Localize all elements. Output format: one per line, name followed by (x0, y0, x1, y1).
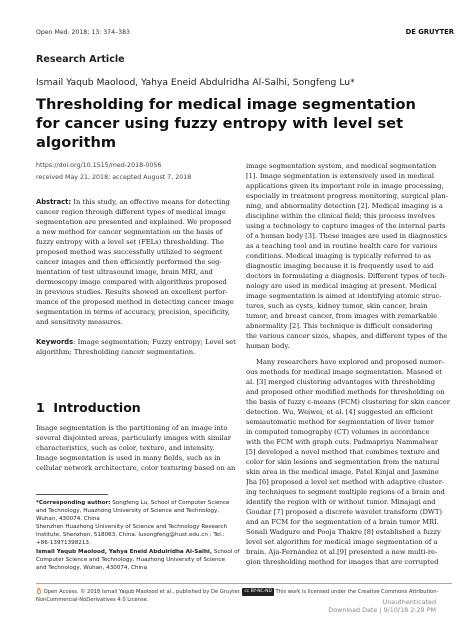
abstract-line: in previous studies. Results showed an excellent perfor- (36, 288, 228, 296)
body-line: Many researchers have explored and proposed numer- (256, 358, 444, 366)
body-line: the various cancer sizes, shapes, and different types of the (246, 332, 448, 340)
title-line: Thresholding for medical image segmentation (36, 96, 416, 113)
body-line: [5] developed a novel method that combines texture and (246, 448, 440, 456)
body-line: image segmentation is aimed at identifying atomic struc- (246, 292, 442, 300)
abstract-line: dermoscopy image compared with algorithms proposed (36, 278, 227, 286)
body-line: [1]. Image segmentation is extensively used in medical (246, 172, 435, 180)
body-line: semiautomatic method for segmentation of liver tumor (246, 418, 434, 426)
body-line: and an FCM for the segmentation of a brain tumor MRI. (246, 518, 439, 526)
body-line: detection. Wu, Weiwei, et al. [4] suggested an efficient (246, 408, 434, 416)
doi-link[interactable]: https://doi.org/10.1515/med-2018-0056 (36, 162, 162, 169)
right-column-body (246, 161, 452, 567)
body-line: brain. Aja-Fernández et al.[9] presented a new multi-re- (246, 548, 438, 556)
keywords-label: Keywords (36, 338, 74, 346)
body-line: Jha [6] proposed a level set method with adaptive cluster- (246, 478, 445, 486)
body-line: as a teaching tool and in routine health care for various (246, 242, 438, 250)
body-line: color for skin lesions and segmentation from the natural (246, 458, 440, 466)
body-line: identify the region with or without tumor. Minajagi and (246, 498, 436, 506)
body-line: especially in treatment progress monitoring, surgical plan- (246, 192, 449, 200)
keywords (36, 337, 238, 357)
section-heading (36, 400, 141, 415)
abstract-line: cancer images and then efficiently performed the seg- (36, 258, 222, 266)
footnote-line: and Technology, Wuhan, 430074, China (36, 564, 148, 571)
body-line: doctors in formulating a diagnosis. Different types of tech- (246, 272, 447, 280)
section-title: Introduction (53, 400, 141, 415)
footnote-line: Wuhan, 430074, China (36, 516, 100, 523)
body-line: applications given its important role in image processing, (246, 182, 444, 190)
footnote-line: *Corresponding author: Songfeng Lu, School of Computer Science (36, 500, 230, 506)
body-line: al. [3] merged clustering advantages with thresholding (246, 378, 436, 386)
author-footnote (36, 499, 241, 572)
cc-license-badge[interactable]: cc BY-NC-ND (244, 589, 272, 594)
author-list: Ismail Yaqub Maolood, Yahya Eneid Abdulridha Al-Salhi, Songfeng Lu* (36, 77, 355, 88)
body-line: diagnostic imaging because it is frequently used to aid (246, 262, 434, 270)
footer-divider (36, 583, 452, 584)
intro-line: Image segmentation is used in many fields, such as in (36, 454, 221, 462)
received-dates: received May 21, 2018; accepted August 7, 2018 (36, 174, 192, 181)
corresponding-author-label: *Corresponding author: (36, 500, 111, 506)
abstract-line: proposed method was successfully utilized to segment (36, 248, 223, 256)
abstract-line: mentation of test ultrasound image, brain MRI, and (36, 268, 213, 276)
body-line: gion thresholding method for images that are corrupted (246, 558, 439, 566)
body-line: conditions. Medical imaging is typically referred to as (246, 252, 431, 260)
footnote-line: Computer Science and Technology, Huazhong University of Science (36, 556, 226, 563)
abstract-label: Abstract: (36, 198, 72, 206)
footnote-divider (36, 494, 108, 495)
license-line: NonCommercial-NoDerivatives 4.0 License. (36, 596, 149, 603)
abstract-line: and sensitivity measures. (36, 318, 123, 326)
keywords-line: algorithm; Thresholding cancer segmentation. (36, 348, 196, 356)
body-line: and proposed other modified methods for thresholding on (246, 388, 445, 396)
intro-line: cellular network architecture, color texturing based on an (36, 464, 236, 472)
publisher-logo: DE GRUYTER (405, 28, 454, 36)
body-line: discipline within the clinical field; this process involves (246, 212, 436, 220)
footnote-line: +86-13971398213. (36, 540, 91, 547)
title-line: for cancer using fuzzy entropy with level set (36, 115, 404, 132)
coauthors-label: Ismail Yaqub Maolood, Yahya Eneid Abdulridha Al-Salhi, (36, 548, 212, 555)
body-line: ing techniques to segment multiple regions of a brain and (246, 488, 445, 496)
introduction-body (36, 423, 238, 473)
body-line: tumor, and breast cancer, from images with remarkable (246, 312, 438, 320)
abstract-line: mance of the proposed method in detecting cancer image (36, 298, 234, 306)
abstract-line: Abstract: In this study, an effective means for detecting (36, 198, 230, 206)
footnote-line: Ismail Yaqub Maolood, Yahya Eneid Abdulridha Al-Salhi, School of (36, 548, 240, 555)
journal-citation: Open Med. 2018; 13: 374–383 (36, 29, 130, 36)
footnote-line: Shenzhen Huazhong University of Science and Technology Research (36, 524, 227, 531)
body-line: abnormality [2]. This technique is difficult considering (246, 322, 433, 330)
body-line: Goudar [7] proposed a discrete wavelet transform (DWT) (246, 508, 442, 516)
section-number: 1 (36, 400, 45, 415)
intro-line: several disjointed areas, particularly images with similar (36, 434, 231, 442)
intro-line: Image segmentation is the partitioning of an image into (36, 424, 228, 432)
body-line: image segmentation system, and medical segmentation (246, 162, 437, 170)
paper-title (36, 95, 456, 152)
body-line: level set algorithm for medical image segmentation of a (246, 538, 438, 546)
license-line: Open Access. © 2018 Ismail Yaqub Maolood et al., published by De Gruyter. cc BY-NC-ND This work is licensed under the Creative Commons Attribution- (36, 588, 456, 597)
body-line: ning, and abnormality detection [2]. Medical imaging is a (246, 202, 443, 210)
body-line: skin area in the medical image. Patel Kinjal and Jasmine (246, 468, 439, 476)
abstract-line: segmentation in terms of accuracy, precision, specificity, (36, 308, 230, 316)
abstract-line: fuzzy entropy with a level set (FELs) thresholding. The (36, 238, 225, 246)
body-line: ous methods for medical image segmentation. Masood et (246, 368, 442, 376)
title-line: algorithm (36, 134, 117, 151)
footnote-line: Institute, Shenzhen, 518063, China. lusongfeng@hust.edu.cn ; Tel.: (36, 532, 225, 539)
watermark-line: Unauthenticated (382, 598, 436, 606)
abstract-line: segmentation are presented and explained. We proposed (36, 218, 232, 226)
abstract (36, 197, 238, 327)
open-access-icon (36, 588, 42, 594)
body-line: nology are used in medical imaging at present. Medical (246, 282, 437, 290)
body-line: tures, such as cysts, kidney tumor, skin cancer, brain (246, 302, 428, 310)
keywords-line: Keywords: Image segmentation; Fuzzy entropy; Level set (36, 338, 236, 346)
body-line: using a technology to capture images of the internal parts (246, 222, 446, 230)
body-line: of a human body [3]. These images are used in diagnostics (246, 232, 448, 240)
abstract-line: a new method for cancer segmentation on the basis of (36, 228, 223, 236)
download-watermark (328, 598, 436, 614)
body-line: human body. (246, 342, 290, 350)
body-line: the basis of fuzzy c-means (FCM) clustering for skin cancer (246, 398, 450, 406)
body-line: Sonali Wadgure and Pooja Thakre [8] established a fuzzy (246, 528, 441, 536)
article-type: Research Article (36, 54, 125, 65)
footnote-line: and Technology, Huazhong University of Science and Technology, (36, 508, 220, 515)
intro-line: characteristics, such as color, texture, and intensity. (36, 444, 215, 452)
watermark-line: Download Date | 9/10/18 2:29 PM (328, 606, 436, 614)
body-line: with the FCM with graph cuts. Padmapriya Nammalwar (246, 438, 439, 446)
body-line: in computed tomography (CT) volumes in accordance (246, 428, 430, 436)
abstract-line: cancer region through different types of medical image (36, 208, 226, 216)
